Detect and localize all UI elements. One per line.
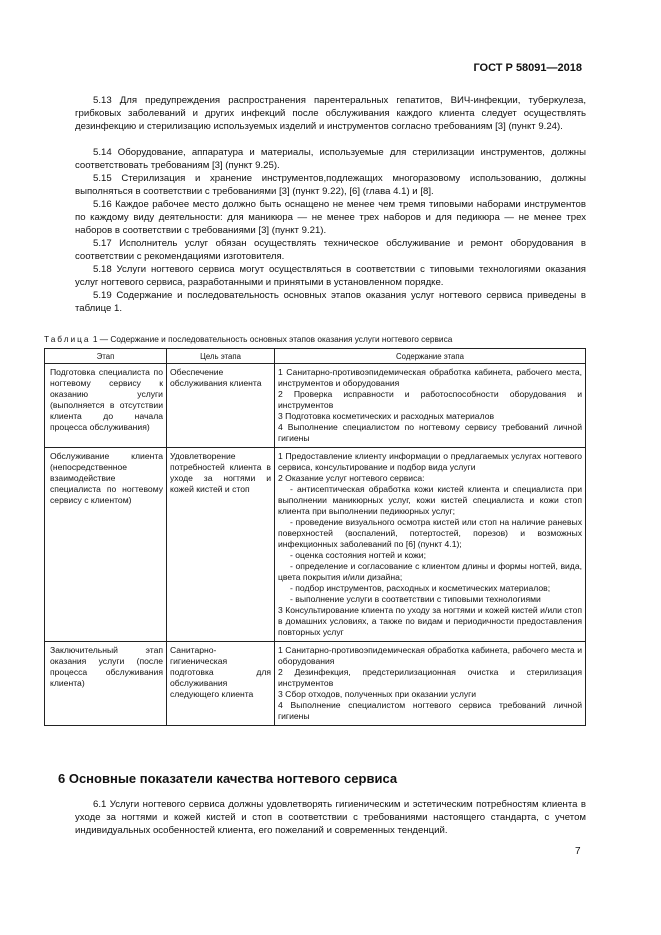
- content-cell: [275, 364, 586, 448]
- header-stage: Этап: [45, 349, 167, 364]
- header-goal: Цель этапа: [167, 349, 275, 364]
- content-line: - подбор инструментов, расходных и косметических материалов;: [290, 583, 551, 593]
- stage-cell: Подготовка специалиста по ногтевому сервису к оказанию услуги (выполняется в отсутствии клиента до начала процесса обслуживания): [45, 364, 167, 448]
- paragraph-5-16: 5.16 Каждое рабочее место должно быть оснащено не менее чем тремя типовыми наборами инструментов по каждому виду деятельности: для маникюра — не менее трех наборов и для педикюра — не менее трех наборов в соответствии с требованиями [3] (пункт 9.21).: [75, 199, 586, 236]
- stage-cell: Заключительный этап оказания услуги (после процесса обслуживания клиента): [45, 642, 167, 726]
- paragraph-6-1: 6.1 Услуги ногтевого сервиса должны удовлетворять гигиеническим и эстетическим потребностям клиента в уходе за ногтями и кожей кистей и стоп в соответствии с требованиями настоящего стандарта, с учетом индивидуальных особенностей клиента, его пожеланий и современных тенденций.: [75, 799, 586, 836]
- table-header-row: [45, 349, 586, 364]
- paragraph-5-14: 5.14 Оборудование, аппаратура и материалы, используемые для стерилизации инструментов, должны соответствовать требованиям [3] (пункт 9.25).: [75, 147, 586, 171]
- stage-cell: Обслуживание клиента (непосредственное взаимодействие специалиста по ногтевому сервису с клиентом): [45, 448, 167, 642]
- paragraph-5-17: 5.17 Исполнитель услуг обязан осуществлять техническое обслуживание и ремонт оборудования в соответствии с рекомендациями изготовителя.: [75, 238, 586, 262]
- content-line: 2 Проверка исправности и работоспособности оборудования и инструментов: [278, 389, 582, 410]
- header-content: Содержание этапа: [275, 349, 586, 364]
- content-line: 3 Подготовка косметических и расходных материалов: [278, 411, 495, 421]
- table-caption: [44, 334, 452, 344]
- document-code: ГОСТ Р 58091—2018: [473, 62, 582, 74]
- paragraph-5-19: 5.19 Содержание и последовательность основных этапов оказания услуг ногтевого сервиса приведены в таблице 1.: [75, 290, 586, 314]
- page-number: 7: [575, 846, 581, 857]
- content-line: 2 Дезинфекция, предстерилизационная очистка и стерилизация инструментов: [278, 667, 582, 688]
- table-caption-label: Таблица: [44, 334, 91, 344]
- content-line: 1 Санитарно-противоэпидемическая обработка кабинета, рабочего места и оборудования: [278, 645, 582, 666]
- content-line: 4 Выполнение специалистом по ногтевому сервису требований личной гигиены: [278, 422, 582, 443]
- table-row: [45, 448, 586, 642]
- content-line: 3 Консультирование клиента по уходу за ногтями и кожей кистей и/или стоп в домашних условиях, а также по видам и периодичности предоставления повторных услуг: [278, 605, 582, 637]
- content-cell: [275, 448, 586, 642]
- content-cell: [275, 642, 586, 726]
- content-line: 4 Выполнение специалистом ногтевого сервиса требований личной гигиены: [278, 700, 582, 721]
- content-line: - выполнение услуги в соответствии с типовыми технологиями: [290, 594, 541, 604]
- section-6-title: 6 Основные показатели качества ногтевого сервиса: [58, 771, 398, 786]
- goal-cell: Удовлетворение потребностей клиента в уходе за ногтями и кожей кистей и стоп: [167, 448, 275, 642]
- content-line: 2 Оказание услуг ногтевого сервиса:: [278, 473, 425, 483]
- table-row: [45, 642, 586, 726]
- paragraph-5-15: 5.15 Стерилизация и хранение инструментов,подлежащих многоразовому использованию, должны выполняться в соответствии с требованиями [3] (пункт 9.22), [6] (глава 4.1) и [8].: [75, 173, 586, 197]
- table-caption-text: 1 — Содержание и последовательность основных этапов оказания услуги ногтевого сервиса: [92, 334, 453, 344]
- content-line: 3 Сбор отходов, полученных при оказании услуги: [278, 689, 477, 699]
- goal-cell: Санитарно-гигиеническая подготовка для обслуживания следующего клиента: [167, 642, 275, 726]
- content-line: - оценка состояния ногтей и кожи;: [290, 550, 426, 560]
- content-line: 1 Предоставление клиенту информации о предлагаемых услугах ногтевого сервиса, консультирование и подбор вида услуги: [278, 451, 582, 472]
- content-line: - антисептическая обработка кожи кистей клиента и специалиста при выполнении маникюрных услуг, кожи кистей специалиста и кожи стоп клиента при выполнении педикюрных услуг;: [278, 484, 582, 516]
- stages-table: [44, 348, 586, 726]
- content-line: - определение и согласование с клиентом длины и формы ногтей, вида, цвета покрытия и/или дизайна;: [278, 561, 582, 582]
- content-line: - проведение визуального осмотра кистей или стоп на наличие раневых поверхностей (воспалений, потертостей, порезов) и возможных инфекционных заболеваний по [6] (пункт 4.1);: [278, 517, 582, 549]
- table-row: [45, 364, 586, 448]
- goal-cell: Обеспечение обслуживания клиента: [167, 364, 275, 448]
- paragraph-5-18: 5.18 Услуги ногтевого сервиса могут осуществляться в соответствии с типовыми технологиями оказания услуг ногтевого сервиса, разработанными и принятыми в установленном порядке.: [75, 264, 586, 288]
- content-line: 1 Санитарно-противоэпидемическая обработка кабинета, рабочего места, инструментов и оборудования: [278, 367, 582, 388]
- paragraph-5-13: 5.13 Для предупреждения распространения парентеральных гепатитов, ВИЧ-инфекции, туберкулеза, грибковых заболеваний и других инфекций после обслуживания каждого клиента следует осуществлять дезинфекцию и стерилизацию используемых изделий и инструментов согласно требованиям [3] (пункт 9.24).: [75, 95, 586, 132]
